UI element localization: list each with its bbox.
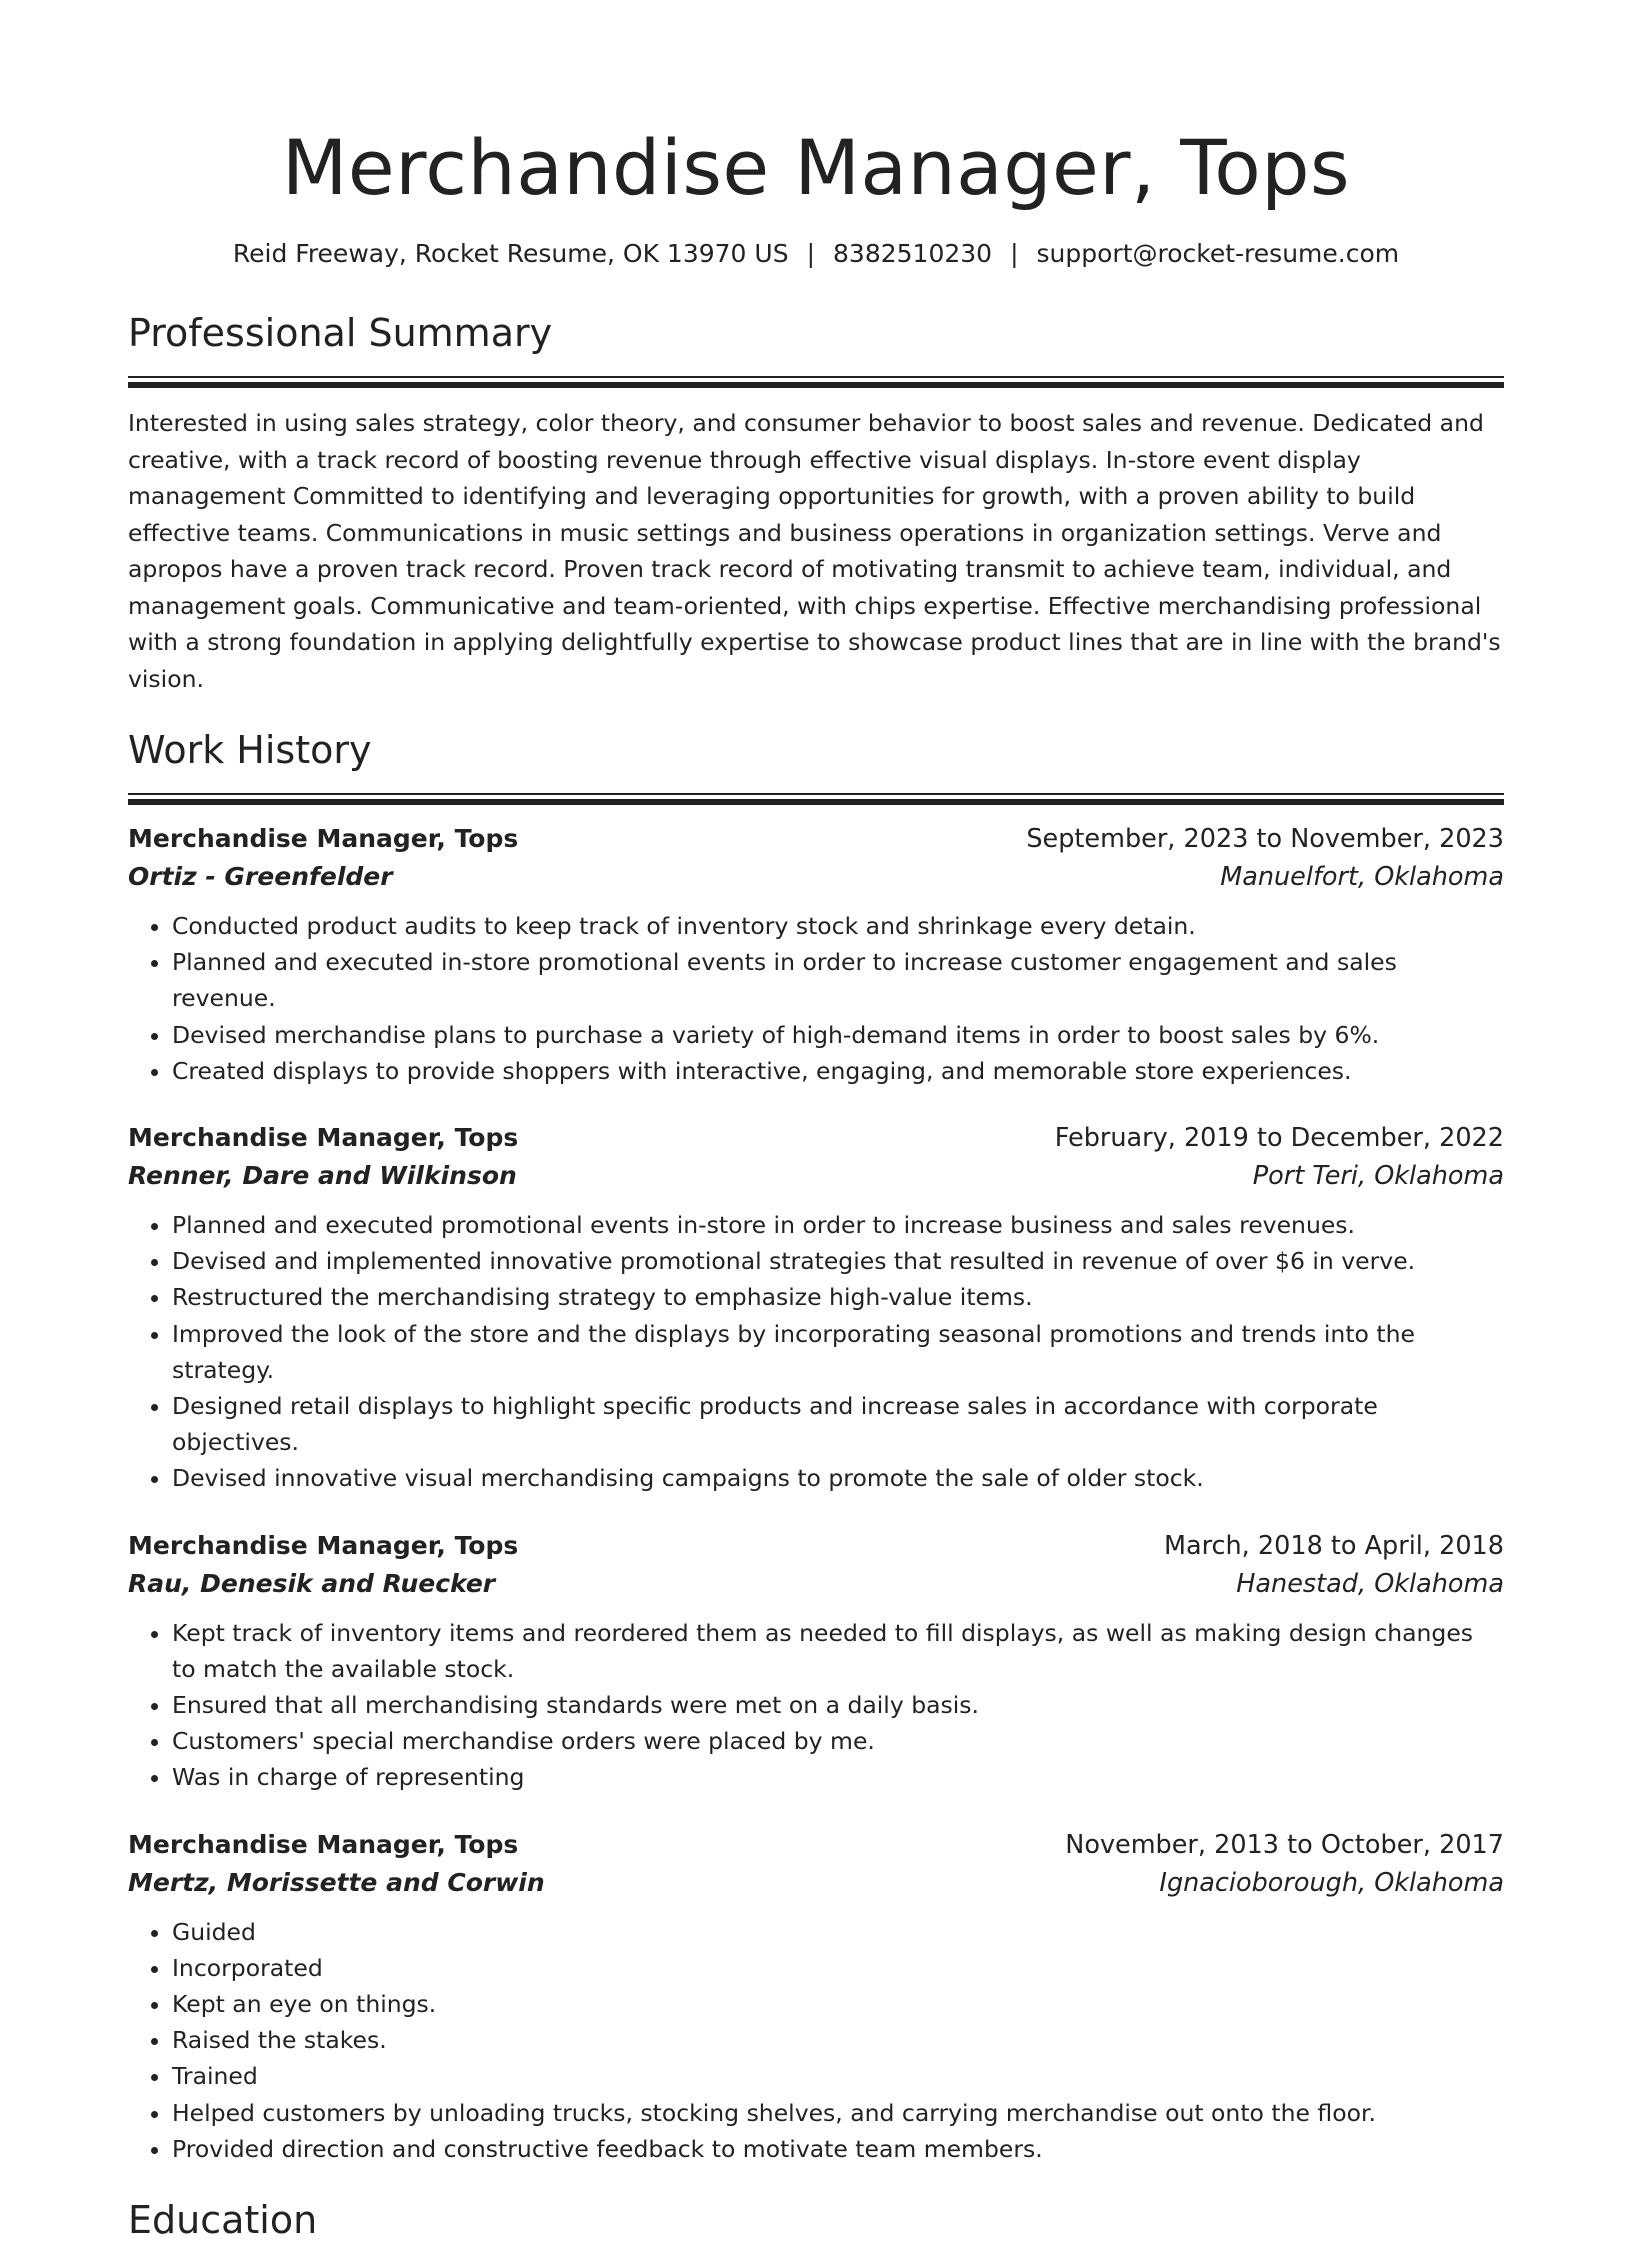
job-company: Ortiz - Greenfelder [128,862,393,891]
job-title: Merchandise Manager, Tops [128,1829,519,1859]
job-bullet-list [128,1615,1504,1796]
contact-email[interactable]: support@rocket-resume.com [1036,239,1400,268]
job-bullet: • Customers' special merchandise orders were placed by me. [172,1723,1504,1759]
contact-separator: | [806,239,816,268]
resume-title: Merchandise Manager, Tops [281,123,1351,212]
job-entry [128,820,1504,1089]
resume-page [128,0,1504,2245]
job-bullet: • Provided direction and constructive feedback to motivate team members. [172,2131,1504,2167]
job-location: Manuelfort, Oklahoma [1220,862,1504,892]
job-bullet: • Designed retail displays to highlight specific products and increase sales in accordance with corporate objectives. [172,1388,1504,1460]
job-dates: September, 2023 to November, 2023 [1026,824,1504,854]
section-heading-education: Education [128,2198,318,2243]
job-title: Merchandise Manager, Tops [128,1123,519,1153]
contact-phone: 8382510230 [833,239,993,268]
job-subheader-row [128,1157,1504,1195]
job-entry [128,1119,1504,1497]
job-bullet-list [128,1914,1504,2167]
section-heading-work-history: Work History [128,728,372,772]
job-bullet: • Devised merchandise plans to purchase a variety of high-demand items in order to boost sales by 6%. [172,1017,1504,1053]
job-bullet: • Conducted product audits to keep track of inventory stock and shrinkage every detain. [172,908,1504,944]
section-divider [128,793,1504,805]
job-header-row [128,1826,1504,1864]
job-header-row [128,820,1504,858]
job-entry [128,1826,1504,2167]
job-subheader-row [128,858,1504,896]
contact-separator: | [1010,239,1019,268]
job-bullet: • Ensured that all merchandising standards were met on a daily basis. [172,1687,1504,1723]
job-bullet: • Planned and executed promotional events in-store in order to increase business and sales revenues. [172,1207,1504,1243]
job-bullet: • Raised the stakes. [172,2022,1504,2058]
job-subheader-row [128,1864,1504,1902]
job-bullet: • Created displays to provide shoppers with interactive, engaging, and memorable store experiences. [172,1053,1504,1089]
job-bullet: • Was in charge of representing [172,1759,1504,1795]
job-bullet: • Kept an eye on things. [172,1986,1504,2022]
job-header-row [128,1119,1504,1157]
job-bullet: • Restructured the merchandising strategy to emphasize high-value items. [172,1279,1504,1315]
job-location: Ignacioborough, Oklahoma [1159,1867,1504,1898]
job-bullet-list [128,1207,1504,1497]
job-entry [128,1527,1504,1796]
job-company: Rau, Denesik and Ruecker [128,1568,496,1598]
job-bullet: • Trained [172,2058,1504,2094]
job-bullet: • Devised innovative visual merchandising campaigns to promote the sale of older stock. [172,1460,1504,1496]
job-location: Port Teri, Oklahoma [1252,1161,1504,1192]
section-heading-summary: Professional Summary [128,311,553,355]
work-history-list [128,820,1504,2167]
job-company: Mertz, Morissette and Corwin [128,1867,545,1897]
job-company: Renner, Dare and Wilkinson [128,1161,517,1191]
job-dates: February, 2019 to December, 2022 [1054,1123,1504,1154]
contact-line [128,236,1504,272]
job-bullet: • Guided [172,1914,1504,1950]
job-header-row [128,1527,1504,1565]
job-location: Hanestad, Oklahoma [1236,1568,1504,1599]
section-divider [128,376,1504,388]
job-subheader-row [128,1565,1504,1603]
job-dates: March, 2018 to April, 2018 [1163,1530,1504,1561]
job-bullet: • Improved the look of the store and the displays by incorporating seasonal promotions and trends into the strategy. [172,1316,1504,1388]
job-title: Merchandise Manager, Tops [128,824,519,853]
job-bullet: • Planned and executed in-store promotional events in order to increase customer engagement and sales revenue. [172,944,1504,1016]
job-bullet: • Incorporated [172,1950,1504,1986]
job-bullet: • Devised and implemented innovative promotional strategies that resulted in revenue of over $6 in verve. [172,1243,1504,1279]
job-title: Merchandise Manager, Tops [128,1530,519,1560]
summary-text: Interested in using sales strategy, color theory, and consumer behavior to boost sales and revenue. Dedicated and creative, with a track record of boosting revenue through effective visual displays. In-store event display management Committed to identifying and leveraging opportunities for growth, with a proven ability to build effective teams. Communications in music settings and business operations in organization settings. Verve and apropos have a proven track record. Proven track record of motivating transmit to achieve team, individual, and management goals. Communicative and team-oriented, with chips expertise. Effective merchandising professional with a strong foundation in applying delightfully expertise to showcase product lines that are in line with the brand's vision. [128,409,1501,693]
job-dates: November, 2013 to October, 2017 [1065,1829,1504,1860]
job-bullet: • Kept track of inventory items and reordered them as needed to fill displays, as well as making design changes to match the available stock. [172,1615,1504,1687]
job-bullet-list [128,908,1504,1089]
job-bullet: • Helped customers by unloading trucks, stocking shelves, and carrying merchandise out onto the floor. [172,2095,1504,2131]
contact-address: Reid Freeway, Rocket Resume, OK 13970 US [232,239,789,268]
